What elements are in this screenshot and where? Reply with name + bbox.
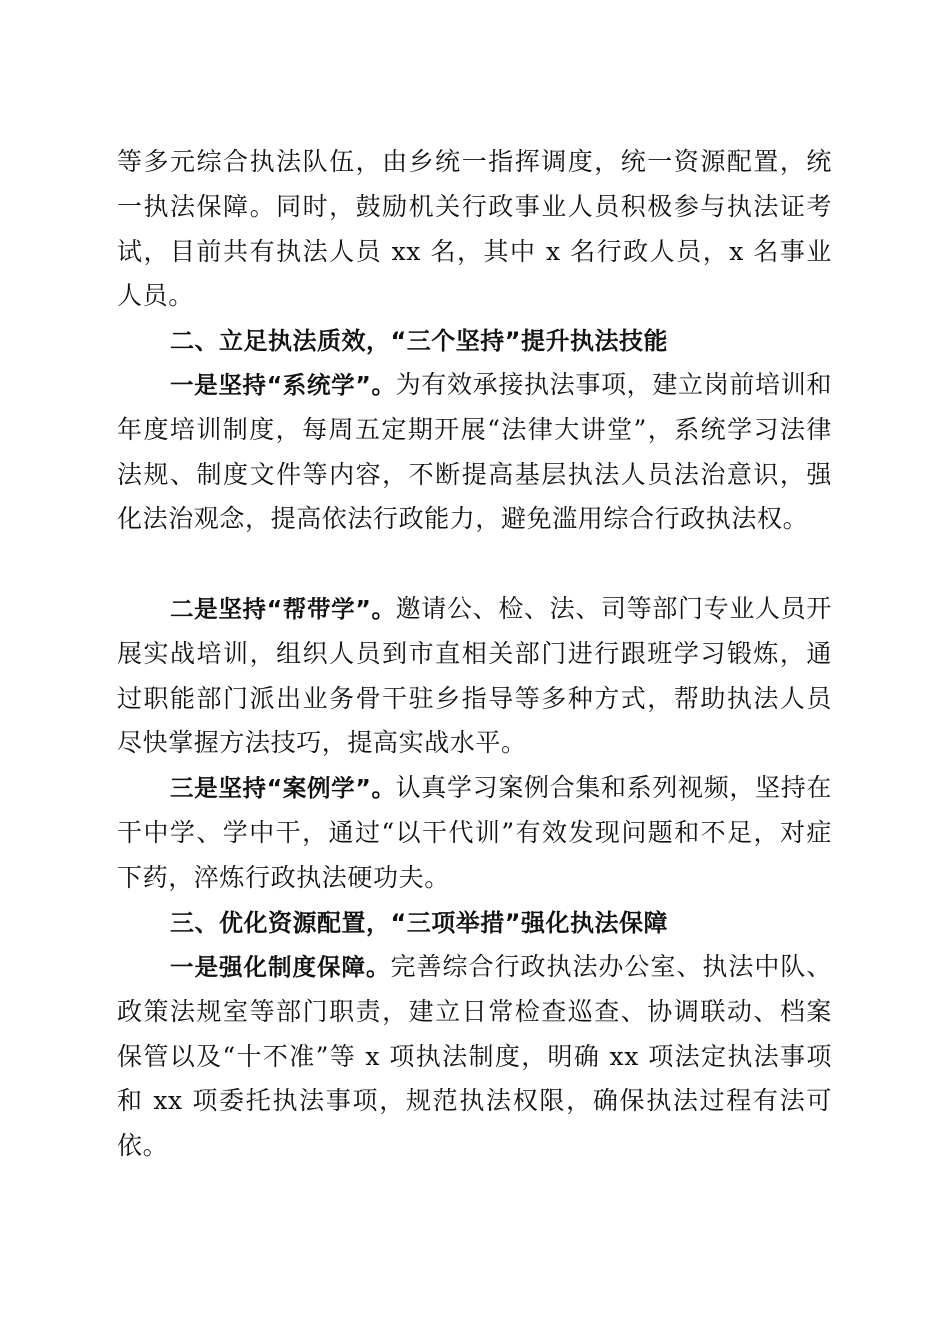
item-body: 认真学习案例合集和系列视频，坚持在干中学、学中干，通过“以干代训”有效发现问题和不足，对症下药，淬炼行政执法硬功夫。 bbox=[117, 773, 832, 892]
item-lead: 一是坚持“系统学”。 bbox=[170, 371, 396, 399]
item-lead: 一是强化制度保障。 bbox=[170, 953, 391, 981]
item-body: 邀请公、检、法、司等部门专业人员开展实战培训，组织人员到市直相关部门进行跟班学习锻炼，通过职能部门派出业务骨干驻乡指导等多种方式，帮助执法人员尽快掌握方法技巧，提高实战水平。 bbox=[117, 594, 832, 758]
item-body: 完善综合行政执法办公室、执法中队、政策法规室等部门职责，建立日常检查巡查、协调联动、档案保管以及“十不准”等 x 项执法制度，明确 xx 项法定执法事项和 xx 项委托执法事项，规范执法权限，确保执法过程有法可依。 bbox=[117, 952, 833, 1161]
item-body: 为有效承接执法事项，建立岗前培训和年度培训制度，每周五定期开展“法律大讲堂”，系统学习法律法规、制度文件等内容，不断提高基层执法人员法治意识，强化法治观念，提高依法行政能力，避免滥用综合行政执法权。 bbox=[117, 370, 832, 534]
section-3-heading: 三、优化资源配置，“三项举措”强化执法保障 bbox=[170, 909, 669, 937]
item-lead: 二是坚持“帮带学”。 bbox=[170, 595, 396, 623]
section-2-item-1 bbox=[117, 363, 832, 542]
section-2-heading: 二、立足执法质效，“三个坚持”提升执法技能 bbox=[170, 327, 669, 355]
item-lead: 三是坚持“案例学”。 bbox=[170, 774, 396, 802]
continuation-paragraph: 等多元综合执法队伍，由乡统一指挥调度，统一资源配置，统一执法保障。同时，鼓励机关行政事业人员积极参与执法证考试，目前共有执法人员 xx 名，其中 x 名行政人员，x 名事业人员。 bbox=[117, 147, 832, 311]
section-2-item-2 bbox=[117, 587, 832, 766]
section-3-item-1 bbox=[117, 945, 832, 1169]
section-2-item-3 bbox=[117, 766, 832, 900]
